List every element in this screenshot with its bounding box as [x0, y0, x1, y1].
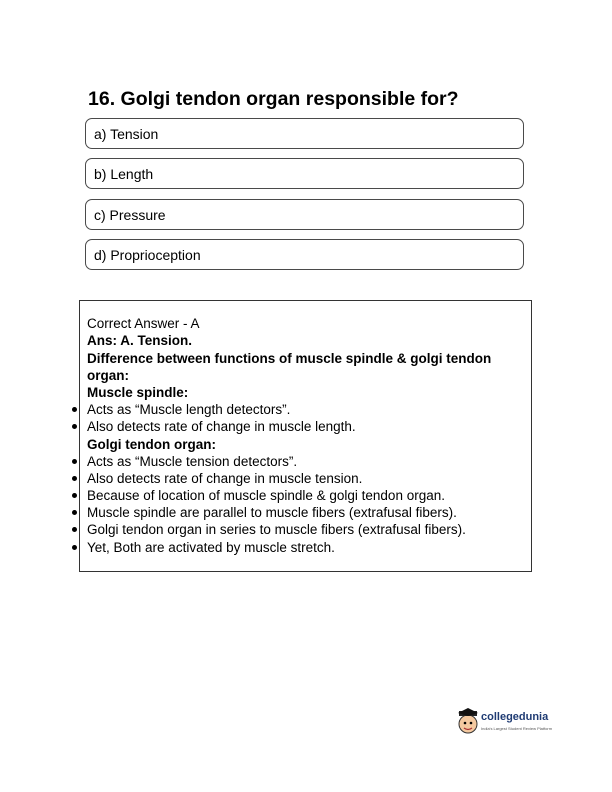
- logo-tagline: India's Largest Student Review Platform: [481, 726, 553, 731]
- golgi-bullet: Yet, Both are activated by muscle stretch.: [87, 540, 335, 555]
- option-c[interactable]: c) Pressure: [85, 199, 524, 230]
- bullet-dot-icon: [72, 459, 77, 464]
- answer-line: Ans: A. Tension.: [87, 333, 193, 348]
- difference-heading: Difference between functions of muscle spindle & golgi tendon: [87, 351, 492, 366]
- mascot-logo-icon: [456, 707, 480, 737]
- golgi-bullet: Muscle spindle are parallel to muscle fibers (extrafusal fibers).: [87, 505, 457, 520]
- bullet-dot-icon: [72, 493, 77, 498]
- spindle-bullet: Also detects rate of change in muscle length.: [87, 419, 356, 434]
- question-title: 16. Golgi tendon organ responsible for?: [88, 88, 459, 110]
- bullet-dot-icon: [72, 527, 77, 532]
- golgi-bullet: Because of location of muscle spindle & golgi tendon organ.: [87, 488, 445, 503]
- option-d[interactable]: d) Proprioception: [85, 239, 524, 270]
- spindle-bullet: Acts as “Muscle length detectors”.: [87, 402, 291, 417]
- option-a[interactable]: a) Tension: [85, 118, 524, 149]
- bullet-dot-icon: [72, 407, 77, 412]
- bullet-dot-icon: [72, 424, 77, 429]
- bullet-dot-icon: [72, 510, 77, 515]
- golgi-bullet: Also detects rate of change in muscle tension.: [87, 471, 363, 486]
- bullet-dot-icon: [72, 476, 77, 481]
- golgi-bullet: Golgi tendon organ in series to muscle fibers (extrafusal fibers).: [87, 522, 466, 537]
- bullet-dot-icon: [72, 545, 77, 550]
- option-b[interactable]: b) Length: [85, 158, 524, 189]
- golgi-bullet: Acts as “Muscle tension detectors”.: [87, 454, 298, 469]
- golgi-heading: Golgi tendon organ:: [87, 437, 216, 452]
- logo-name: collegedunia: [481, 711, 549, 723]
- correct-answer-line: Correct Answer - A: [87, 316, 200, 331]
- spindle-heading: Muscle spindle:: [87, 385, 189, 400]
- difference-heading-cont: organ:: [87, 368, 129, 383]
